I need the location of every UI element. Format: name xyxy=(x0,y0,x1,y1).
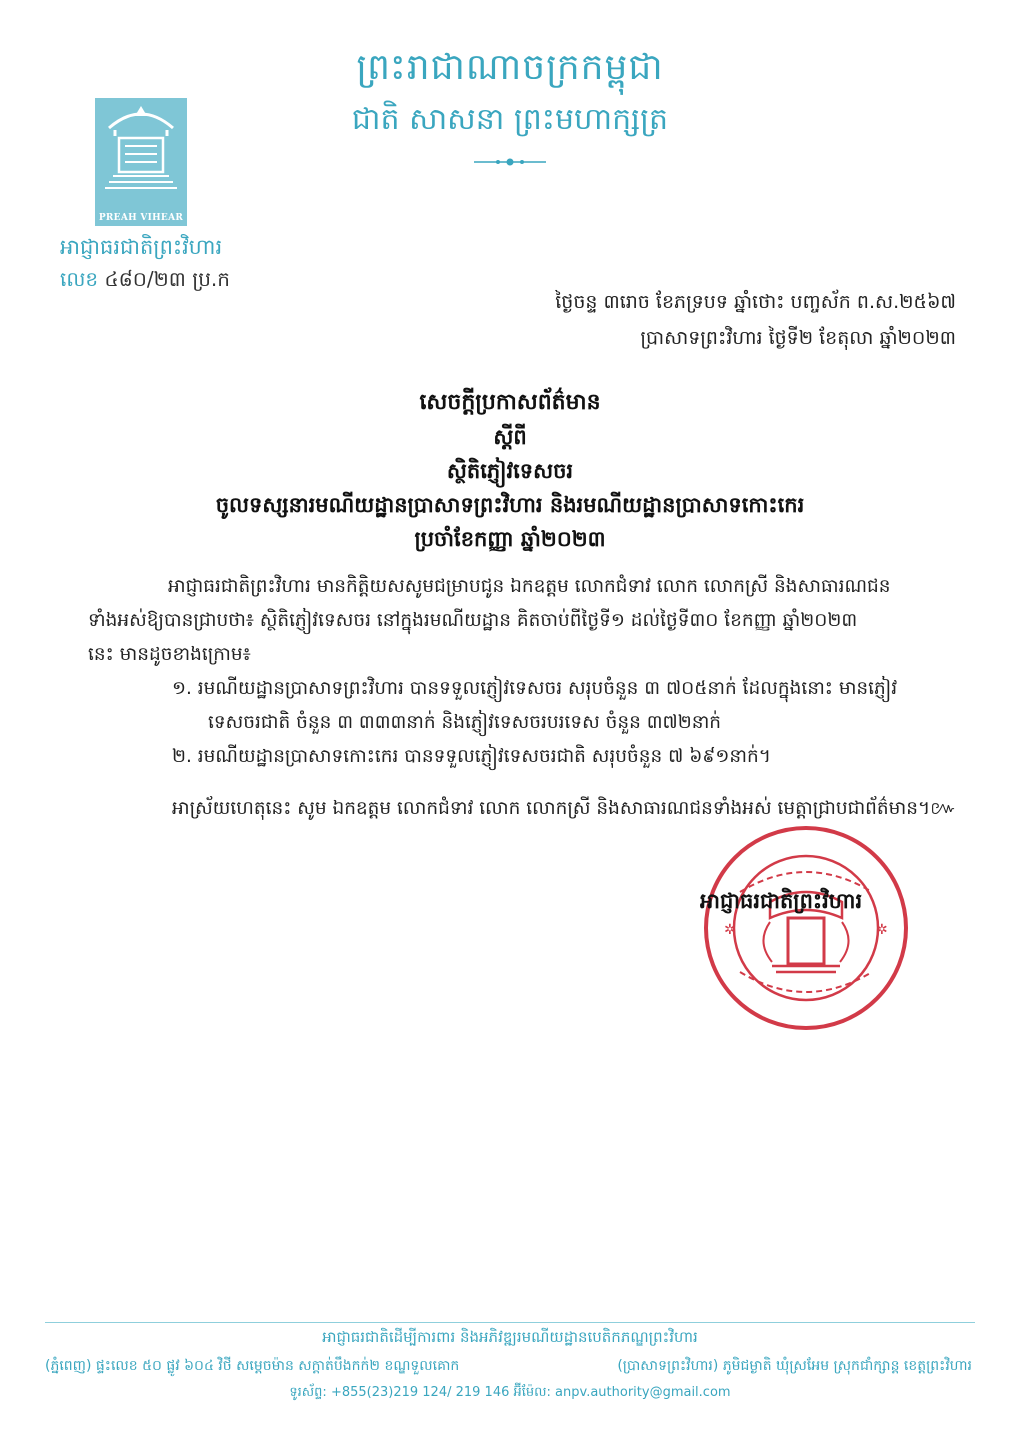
reference-value: ៤៨០/២៣ ប្រ.ក xyxy=(104,267,230,291)
signatory-name: អាជ្ញាធរជាតិព្រះវិហារ xyxy=(700,889,863,913)
preah-vihear-logo xyxy=(95,98,187,226)
title-regarding: ស្តីពី xyxy=(493,425,527,449)
svg-text:✲: ✲ xyxy=(724,922,736,938)
reference-number xyxy=(60,266,230,296)
closing-paragraph: អាស្រ័យហេតុនេះ សូម ឯកឧត្តម លោកជំទាវ លោក លោកស្រី និងសាធារណជនទាំងអស់ មេត្តាជ្រាបជាព័ត៌មាន។៚ xyxy=(172,798,957,819)
list-item-2: ២. រមណីយដ្ឋានប្រាសាទកោះកេរ បានទទួលភ្ញៀវទេសចរជាតិ សរុបចំនួន ៧ ៦៩១នាក់។ xyxy=(172,746,771,767)
kingdom-heading: ព្រះរាជាណាចក្រកម្ពុជា xyxy=(356,47,664,88)
phone-label: ទូរស័ព្ទ: xyxy=(289,1385,327,1400)
email-address[interactable]: anpv.authority@gmail.com xyxy=(555,1385,731,1400)
list-item-1: ១. រមណីយដ្ឋានប្រាសាទព្រះវិហារ បានទទួលភ្ញៀវទេសចរ សរុបចំនួន ៣ ៧០៥នាក់ ដែលក្នុងនោះ មានភ្ញៀវ xyxy=(172,678,898,699)
intro-line: នេះ មានដូចខាងក្រោម៖ xyxy=(88,644,251,665)
phone-number: +855(23)219 124/ 219 146 xyxy=(330,1385,510,1400)
lunar-date: ថ្ងៃចន្ទ ៣រោច ខែភទ្របទ ឆ្នាំថោះ បញ្ចស័ក ព.ស.២៥៦៧ xyxy=(555,291,956,313)
place-and-date: ប្រាសាទព្រះវិហារ ថ្ងៃទី២ ខែតុលា ឆ្នាំ២០២៣ xyxy=(640,327,956,349)
intro-paragraph xyxy=(88,570,968,672)
footer-divider xyxy=(45,1322,975,1323)
svg-text:✲: ✲ xyxy=(876,922,888,938)
divider-ornament xyxy=(470,152,550,172)
title-sites: ចូលទស្សនារមណីយដ្ឋានប្រាសាទព្រះវិហារ និងរមណីយដ្ឋានប្រាសាទកោះកេរ xyxy=(215,493,805,517)
issuing-authority: អាជ្ញាធរជាតិព្រះវិហារ xyxy=(60,235,223,259)
email-label: អ៊ីម៉ែល: xyxy=(513,1385,551,1400)
national-motto: ជាតិ សាសនា ព្រះមហាក្សត្រ xyxy=(351,102,669,137)
footer-contact xyxy=(0,1384,1020,1403)
logo-caption: PREAH VIHEAR xyxy=(98,213,184,223)
document-title: សេចក្តីប្រកាសព័ត៌មាន xyxy=(419,390,601,415)
footer-address-phnom-penh: (ភ្នំពេញ) ផ្ទះលេខ ៥០ ផ្លូវ ៦០៤ វិថី សម្តេចម៉ាន សក្ដាត់បឹងកក់២ ខណ្ឌទួលគោក xyxy=(45,1358,460,1374)
list-item-1-continued: ទេសចរជាតិ ចំនួន ៣ ៣៣៣នាក់ និងភ្ញៀវទេសចរបរទេស ចំនួន ៣៧២នាក់ xyxy=(208,712,722,733)
footer-address-preah-vihear: (ប្រាសាទព្រះវិហារ) ភូមិជម្ងាតិ ឃុំស្រអែម ស្រុកជាំក្សាន្ត ខេត្តព្រះវិហារ xyxy=(617,1358,972,1374)
intro-line: ទាំងអស់ឱ្យបានជ្រាបថា៖ ស្ថិតិភ្ញៀវទេសចរ នៅក្នុងរមណីយដ្ឋាន គិតចាប់ពីថ្ងៃទី១ ដល់ថ្ងៃទី៣០ ខែកញ្ញា ឆ្នាំ២០២៣ xyxy=(88,610,858,631)
title-subject: ស្ថិតិភ្ញៀវទេសចរ xyxy=(446,459,574,483)
reference-label: លេខ xyxy=(60,267,99,291)
footer-organization: អាជ្ញាធរជាតិដើម្បីការពារ និងអភិវឌ្ឍរមណីយដ្ឋានបេតិកភណ្ឌព្រះវិហារ xyxy=(322,1328,698,1346)
official-seal-stamp xyxy=(700,822,912,1034)
temple-emblem-icon xyxy=(95,98,187,206)
intro-line: អាជ្ញាធរជាតិព្រះវិហារ មានកិត្តិយសសូមជម្រាបជូន ឯកឧត្តម លោកជំទាវ លោក លោកស្រី និងសាធារណជន xyxy=(168,576,891,597)
title-period: ប្រចាំខែកញ្ញា ឆ្នាំ២០២៣ xyxy=(414,527,606,551)
